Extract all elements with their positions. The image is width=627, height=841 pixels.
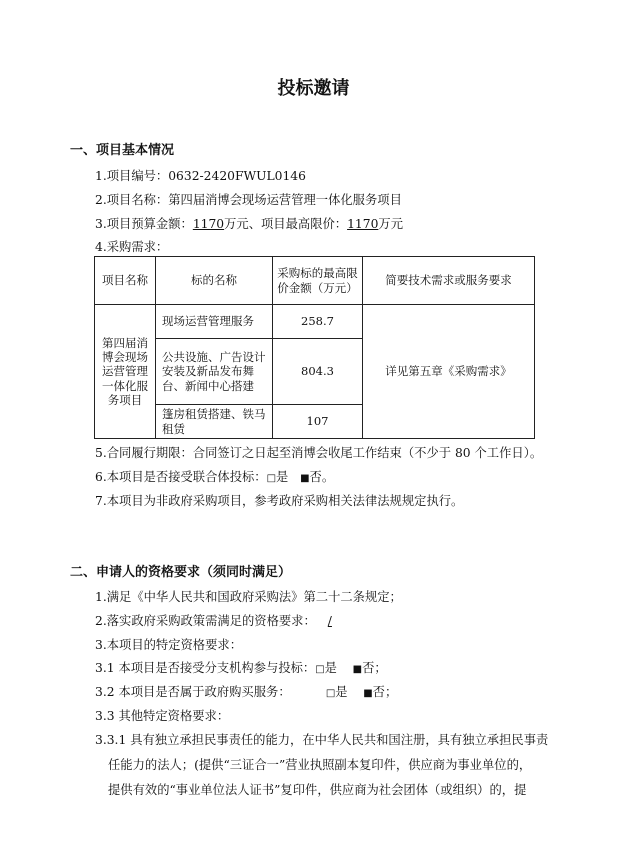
table-header-cell: 标的名称 xyxy=(156,257,273,305)
budget-unit: 万元 xyxy=(378,217,403,231)
procurement-table xyxy=(94,256,535,439)
non-gov-procurement-line: 7.本项目为非政府采购项目，参考政府采购相关法律法规规定执行。 xyxy=(95,494,464,508)
item-amount-cell: 107 xyxy=(273,405,363,439)
branch-bidding-line xyxy=(95,662,387,675)
checked-box-icon: ■ xyxy=(300,473,310,484)
project-name-value: 第四届消博会现场运营管理一体化服务项目 xyxy=(168,193,402,207)
checked-box-icon: ■ xyxy=(352,664,363,675)
project-name-cell: 第四届消博会现场运营管理一体化服务项目 xyxy=(95,305,156,439)
checked-box-icon: ■ xyxy=(363,688,373,699)
option-yes-label: 是 xyxy=(324,661,337,675)
option-no-label: 否； xyxy=(362,661,387,675)
policy-requirement-label: 2.落实政府采购政策需满足的资格要求： xyxy=(95,614,316,628)
budget-value: 1170 xyxy=(192,217,225,231)
item-amount-cell: 804.3 xyxy=(273,339,363,405)
qualification-item-1: 1.满足《中华人民共和国政府采购法》第二十二条规定； xyxy=(95,590,402,604)
qualification-item-3: 3.本项目的特定资格要求： xyxy=(95,638,242,652)
qualification-item-2 xyxy=(95,615,344,627)
budget-label: 3.项目预算金额： xyxy=(95,217,193,231)
consortium-label: 6.本项目是否接受联合体投标： xyxy=(95,470,267,484)
requirement-cell: 详见第五章《采购需求》 xyxy=(363,305,535,439)
branch-bidding-label: 3.1 本项目是否接受分支机构参与投标： xyxy=(95,661,316,675)
other-requirements-label: 3.3 其他特定资格要求： xyxy=(95,709,230,723)
table-header-cell: 简要技术需求或服务要求 xyxy=(363,257,535,305)
table-row xyxy=(95,305,535,339)
table-header-cell: 采购标的最高限价金额（万元） xyxy=(273,257,363,305)
contract-period-line: 5.合同履行期限：合同签订之日起至消博会收尾工作结束（不少于 80 个工作日）。 xyxy=(95,446,543,460)
procurement-needs-label: 4.采购需求： xyxy=(95,240,169,254)
gov-purchase-service-line xyxy=(95,686,397,699)
item-name-cell: 现场运营管理服务 xyxy=(156,305,273,339)
section-heading-qualifications: 二、申请人的资格要求（须同时满足） xyxy=(70,565,292,580)
budget-line xyxy=(95,218,403,230)
max-price-value: 1170 xyxy=(347,217,379,231)
page-title: 投标邀请 xyxy=(277,78,350,99)
item-name-cell: 篷房租赁搭建、铁马租赁 xyxy=(156,405,273,439)
project-number-value: 0632-2420FWUL0146 xyxy=(168,169,306,183)
table-header-row xyxy=(95,257,535,305)
unchecked-box-icon: □ xyxy=(325,688,336,699)
budget-mid-text: 万元、项目最高限价： xyxy=(224,217,348,231)
consortium-line xyxy=(95,471,334,484)
requirement-331-line-2: 任能力的法人；(提供“三证合一”营业执照副本复印件，供应商为事业单位的， xyxy=(108,758,532,772)
project-number-label: 1.项目编号： xyxy=(95,169,169,183)
unchecked-box-icon: □ xyxy=(315,664,325,675)
option-no-label: 否； xyxy=(372,685,398,699)
item-name-cell: 公共设施、广告设计安装及新品发布舞台、新闻中心搭建 xyxy=(156,339,273,405)
policy-requirement-value: / xyxy=(327,614,332,628)
option-no-label: 否。 xyxy=(309,470,335,484)
project-number-line xyxy=(95,170,306,182)
unchecked-box-icon: □ xyxy=(266,473,277,484)
item-amount-cell: 258.7 xyxy=(273,305,363,339)
option-yes-label: 是 xyxy=(335,685,348,699)
requirement-331-line-1: 3.3.1 具有独立承担民事责任的能力，在中华人民共和国注册，具有独立承担民事责 xyxy=(95,733,549,747)
gov-purchase-service-label: 3.2 本项目是否属于政府购买服务： xyxy=(95,685,291,699)
section-heading-basic-info: 一、项目基本情况 xyxy=(70,143,175,158)
project-name-line xyxy=(95,194,402,206)
requirement-331-line-3: 提供有效的“事业单位法人证书”复印件，供应商为社会团体（或组织）的，提 xyxy=(108,783,527,797)
option-yes-label: 是 xyxy=(276,470,289,484)
table-header-cell: 项目名称 xyxy=(95,257,156,305)
project-name-label: 2.项目名称： xyxy=(95,193,169,207)
